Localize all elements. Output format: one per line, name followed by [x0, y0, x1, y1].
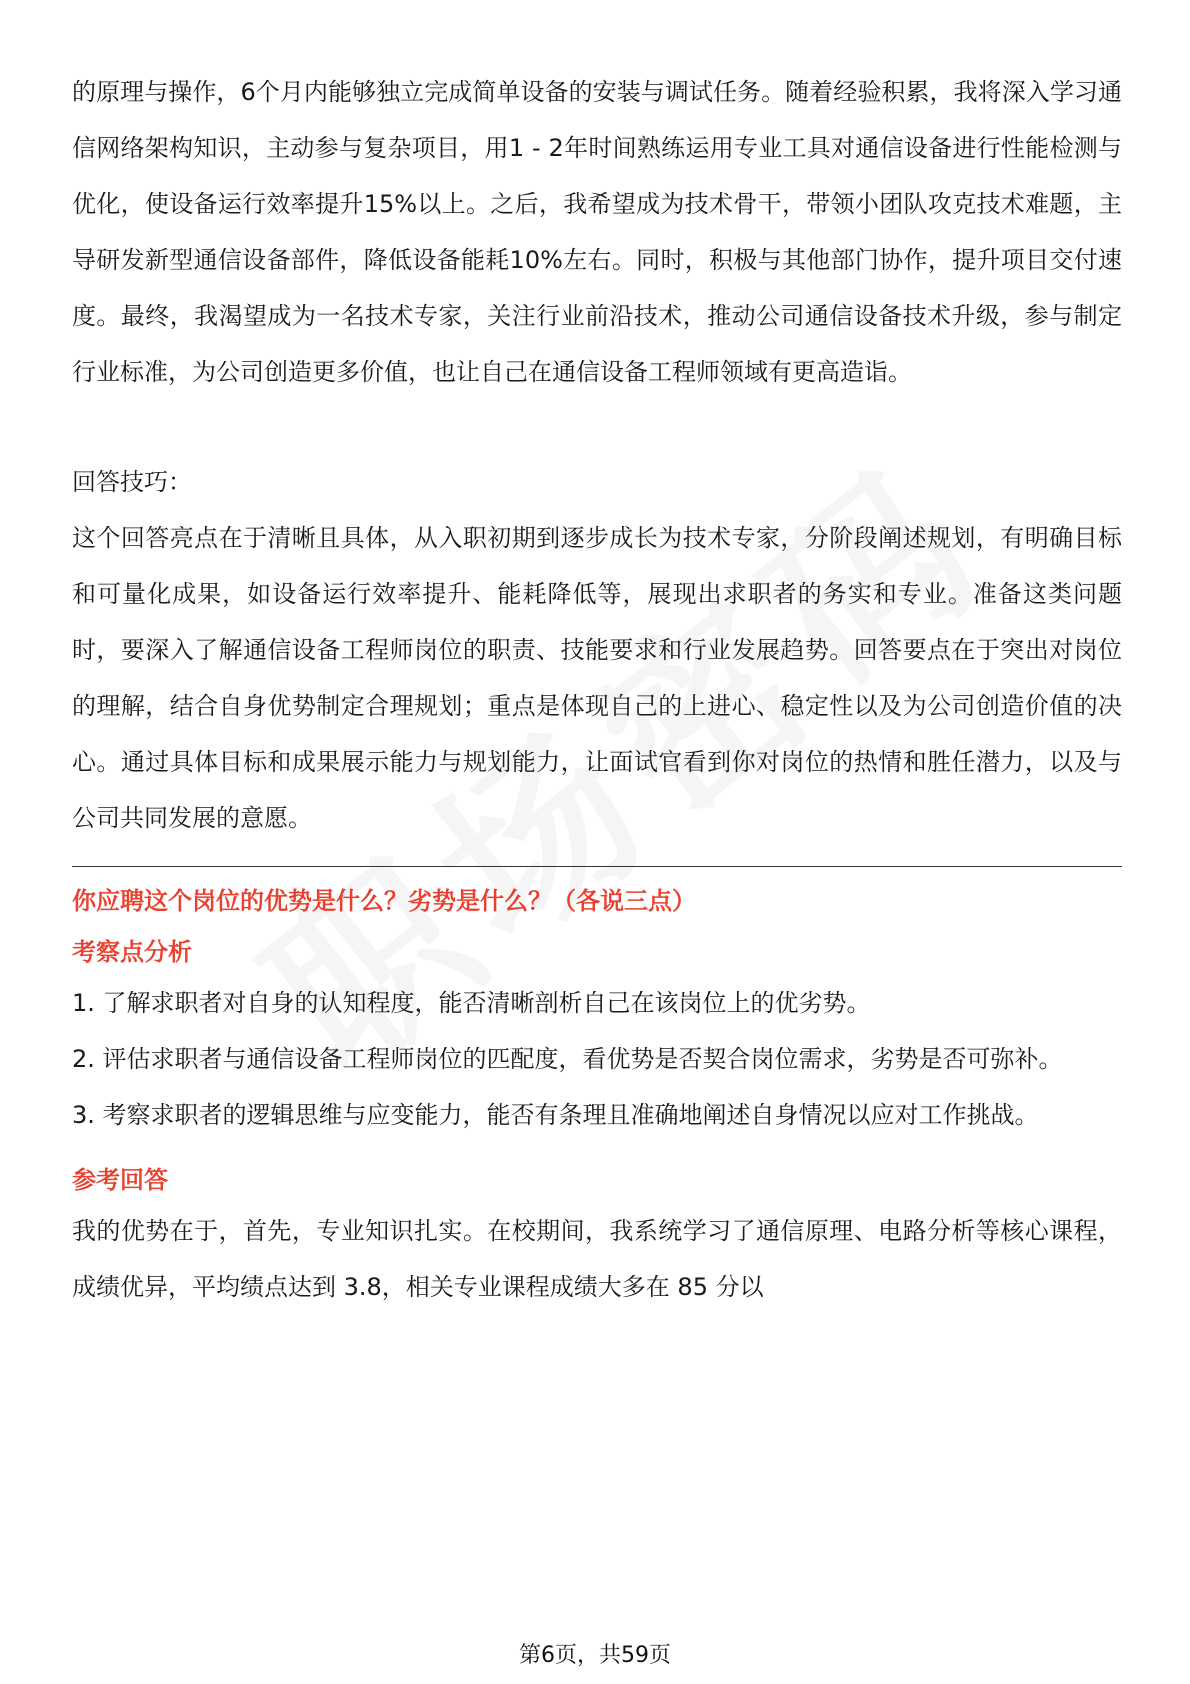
- page-footer: 第6页，共59页: [519, 1643, 671, 1668]
- intro-paragraph: 的原理与操作，6个月内能够独立完成简单设备的安装与调试任务。随着经验积累，我将深入学习通信网络架构知识，主动参与复杂项目，用1 - 2年时间熟练运用专业工具对通信设备进行性能检测与优化，使设备运行效率提升15%以上。之后，我希望成为技术骨干，带领小团队攻克技术难题，主导研发新型通信设备部件，降低设备能耗10%左右。同时，积极与其他部门协作，提升项目交付速度。最终，我渴望成为一名技术专家，关注行业前沿技术，推动公司通信设备技术升级，参与制定行业标准，为公司创造更多价值，也让自己在通信设备工程师领域有更高造诣。: [72, 78, 1122, 386]
- question-title: 你应聘这个岗位的优势是什么？劣势是什么？（各说三点）: [72, 887, 696, 915]
- section-divider: [72, 866, 1122, 867]
- analysis-item: 3. 考察求职者的逻辑思维与应变能力，能否有条理且准确地阐述自身情况以应对工作挑战。: [72, 1101, 1039, 1129]
- analysis-item: 1. 了解求职者对自身的认知程度，能否清晰剖析自己在该岗位上的优劣势。: [72, 989, 871, 1017]
- answer-paragraph: 我的优势在于，首先，专业知识扎实。在校期间，我系统学习了通信原理、电路分析等核心课程，成绩优异，平均绩点达到 3.8，相关专业课程成绩大多在 85 分以: [72, 1217, 1122, 1301]
- tips-label: 回答技巧：: [72, 468, 192, 496]
- answer-heading: 参考回答: [72, 1166, 168, 1194]
- analysis-heading: 考察点分析: [72, 938, 192, 966]
- tips-paragraph: 这个回答亮点在于清晰且具体，从入职初期到逐步成长为技术专家，分阶段阐述规划，有明确目标和可量化成果，如设备运行效率提升、能耗降低等，展现出求职者的务实和专业。准备这类问题时，要深入了解通信设备工程师岗位的职责、技能要求和行业发展趋势。回答要点在于突出对岗位的理解，结合自身优势制定合理规划；重点是体现自己的上进心、稳定性以及为公司创造价值的决心。通过具体目标和成果展示能力与规划能力，让面试官看到你对岗位的热情和胜任潜力，以及与公司共同发展的意愿。: [72, 524, 1122, 832]
- page-content: [72, 64, 1122, 1315]
- analysis-item: 2. 评估求职者与通信设备工程师岗位的匹配度，看优势是否契合岗位需求，劣势是否可弥补。: [72, 1045, 1063, 1073]
- spacer: [72, 400, 1122, 454]
